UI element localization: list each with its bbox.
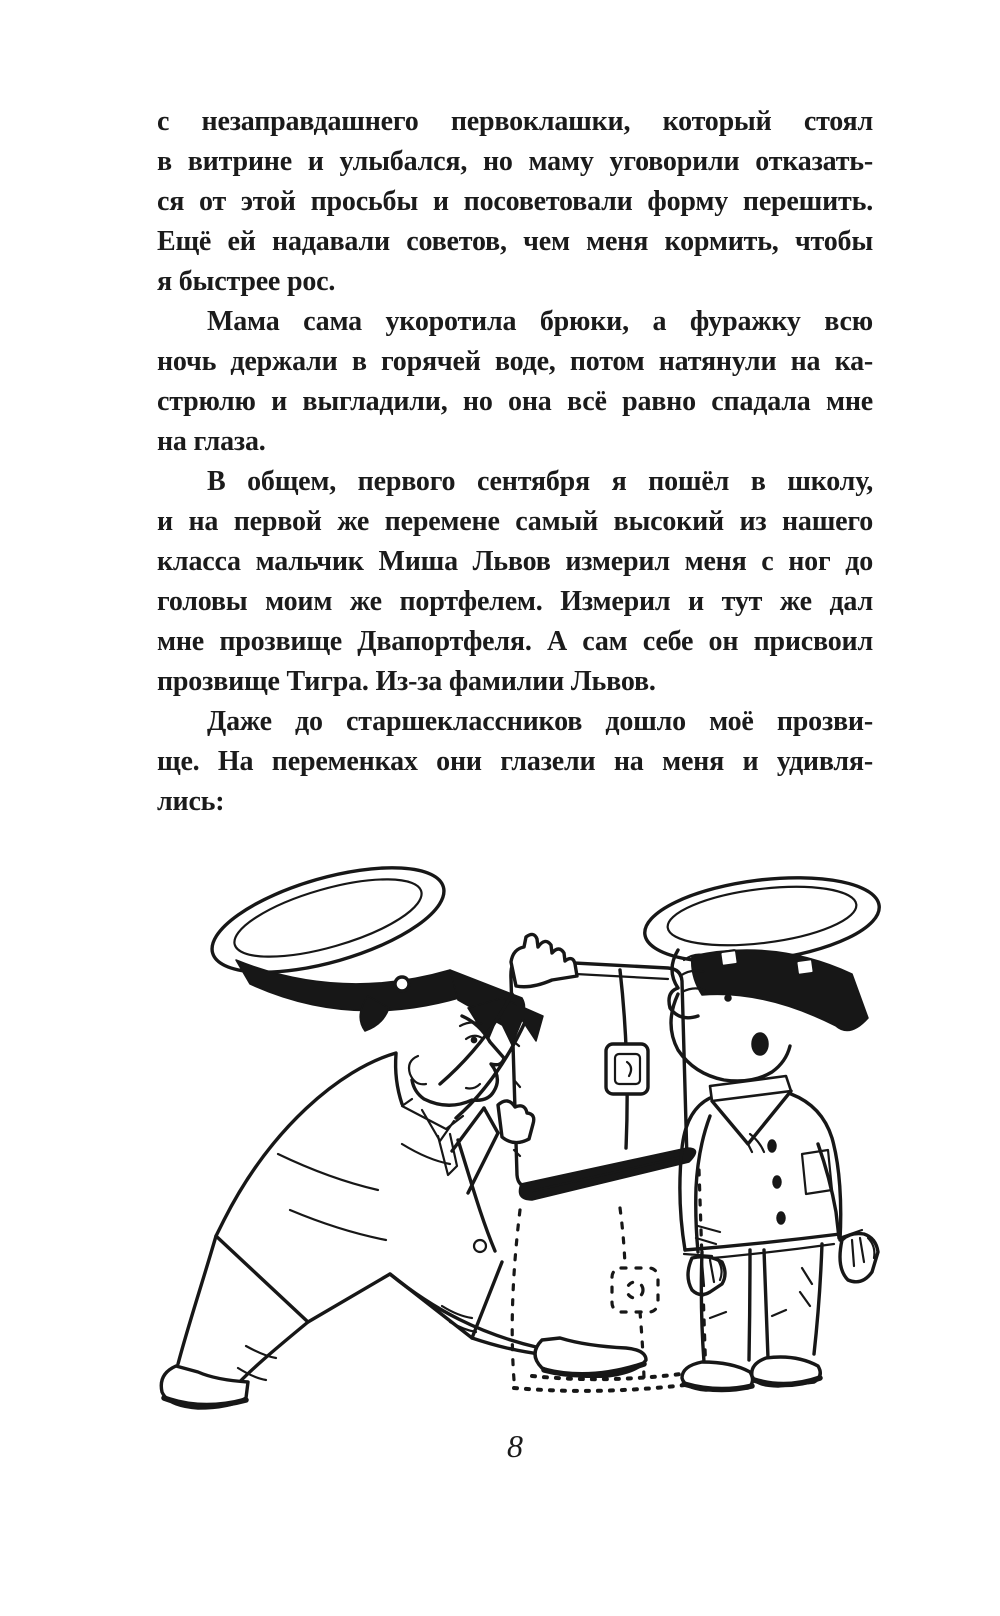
legs-right-boy — [682, 1244, 822, 1390]
legs-left-boy — [161, 1236, 646, 1408]
text-line: в витрине и улыбался, но маму уговорили отказать- — [157, 146, 873, 177]
text-line: ся от этой просьбы и посоветовали форму перешить. — [157, 186, 873, 217]
illustration — [150, 848, 890, 1413]
cap-left — [201, 848, 455, 993]
jacket-left-boy — [216, 1053, 502, 1338]
story-text — [157, 102, 873, 822]
text-line: лись: — [157, 786, 225, 817]
hand-grip-left-boy — [511, 934, 577, 986]
text-line: Ещё ей надавали советов, чем меня кормить, чтобы — [157, 226, 873, 257]
text-line: Даже до старшеклассников дошло моё прозви- — [207, 706, 873, 737]
text-line: мне прозвище Двапортфеля. А сам себе он присвоил — [157, 626, 873, 657]
face-right-boy — [671, 994, 790, 1081]
text-line: ночь держали в горячей воде, потом натянули на ка- — [157, 346, 873, 377]
hand-right-right-boy — [840, 1234, 878, 1282]
text-line: я быстрее рос. — [157, 266, 336, 297]
page-number: 8 — [507, 1428, 523, 1464]
text-line: на глаза. — [157, 426, 266, 457]
cap-visor-right — [692, 950, 868, 1031]
arm-right-right-boy — [818, 1144, 878, 1282]
text-line: стрюлю и выгладили, но она всё равно спадала мне — [157, 386, 873, 417]
text-line: прозвище Тигра. Из-за фамилии Львов. — [157, 666, 656, 697]
text-line: головы моим же портфелем. Измерил и тут же дал — [157, 586, 873, 617]
text-line: с незаправдашнего первоклашки, который стоял — [157, 106, 873, 137]
text-line: и на первой же перемене самый высокий из нашего — [157, 506, 873, 537]
jacket-right-boy — [680, 1094, 841, 1260]
arm-left-right-boy — [684, 1116, 725, 1295]
text-line: Мама сама укоротила брюки, а фуражку всю — [207, 306, 873, 337]
mouth-open — [752, 1033, 768, 1055]
text-line: класса мальчик Миша Львов измерил меня с ног до — [157, 546, 873, 577]
text-line: ще. На переменках они глазели на меня и удивля- — [157, 746, 873, 777]
text-line: В общем, первого сентября я пошёл в школу, — [207, 466, 873, 497]
